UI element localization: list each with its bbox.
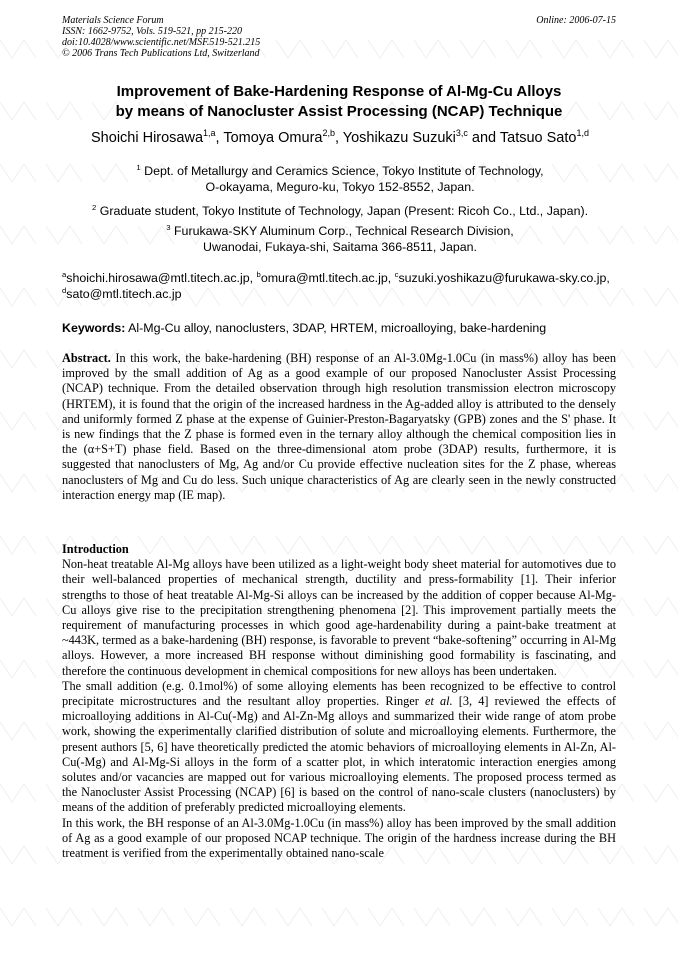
author-affil: 1,a — [203, 128, 216, 139]
affiliation-number: 1 — [136, 162, 141, 172]
paragraph-text: [3, 4] reviewed the effects of microalloying additions in Al-Cu(-Mg) and Al-Zn-Mg alloys and summarized their wide range of atom probe work, showing the experimentally clarified distribution of solute and microalloying elements. Furthermore, the present authors [5, 6] have theoretically predicted the atomic behaviors of microalloying elements in Al-Zn, Al-Cu(-Mg) and Al-Mg-Si alloys in the form of a scatter plot, in which interatomic interaction energies among solutes and/or vacancies are mapped out for various microalloying elements. The proposed process termed as the Nanocluster Assist Processing (NCAP) [6] is based on the control of nano-scale clusters (nanoclusters) by means of the addition of preferably predicted microalloying elements. — [62, 694, 616, 815]
affiliation-line: Dept. of Metallurgy and Ceramics Science, Tokyo Institute of Technology, — [144, 164, 544, 178]
journal-copyright: © 2006 Trans Tech Publications Ltd, Switzerland — [62, 48, 260, 59]
author-separator: , — [334, 130, 343, 146]
abstract-label: Abstract. — [62, 351, 111, 365]
journal-header — [62, 15, 616, 59]
affiliation-1 — [62, 163, 618, 195]
author-list — [62, 129, 618, 147]
author-name: Tatsuo Sato — [499, 130, 577, 146]
paragraph-italic: et al. — [424, 694, 453, 709]
email-address[interactable]: omura@mtl.titech.ac.jp, — [260, 271, 395, 285]
affiliation-line: Uwanodai, Fukaya-shi, Saitama 366-8511, Japan. — [203, 240, 477, 254]
affiliation-number: 3 — [166, 222, 171, 232]
email-label: d — [62, 285, 67, 295]
author-affil: 3,c — [455, 128, 468, 139]
affiliation-2 — [62, 203, 618, 219]
journal-doi: doi:10.4028/www.scientific.net/MSF.519-521.215 — [62, 37, 261, 48]
affiliation-3 — [62, 223, 618, 255]
keywords-text: Al-Mg-Cu alloy, nanoclusters, 3DAP, HRTEM, microalloying, bake-hardening — [125, 321, 547, 335]
paragraph: In this work, the BH response of an Al-3.0Mg-1.0Cu (in mass%) alloy has been improved by the small addition of Ag as a good example of our proposed NCAP technique. The origin of the hardness increase during the BH treatment is verified from the experimentally obtained nano-scale — [62, 815, 616, 861]
affiliation-line: Graduate student, Tokyo Institute of Technology, Japan (Present: Ricoh Co., Ltd., Japan). — [99, 204, 589, 218]
title-line-1: Improvement of Bake-Hardening Response of Al-Mg-Cu Alloys — [116, 83, 562, 100]
watermark-stroke — [0, 908, 678, 926]
email-label: b — [256, 269, 261, 279]
author-separator: , — [215, 130, 224, 146]
online-date: Online: 2006-07-15 — [536, 15, 616, 26]
author-emails — [62, 270, 618, 302]
paragraph — [62, 679, 616, 816]
email-label: c — [394, 269, 399, 279]
title-line-2: by means of Nanocluster Assist Processing (NCAP) Technique — [115, 103, 563, 120]
abstract — [62, 351, 616, 503]
author-name: Tomoya Omura — [223, 130, 323, 146]
journal-issn: ISSN: 1662-9752, Vols. 519-521, pp 215-220 — [62, 26, 242, 37]
author-affil: 2,b — [322, 128, 335, 139]
introduction-section — [62, 542, 616, 861]
paper-title — [40, 82, 638, 122]
author-name: Shoichi Hirosawa — [91, 130, 204, 146]
author-affil: 1,d — [576, 128, 589, 139]
affiliation-number: 2 — [91, 202, 97, 212]
paragraph: Non-heat treatable Al-Mg alloys have been utilized as a light-weight body sheet material for automotives due to their well-balanced properties of mechanical strength, ductility and press-formability [1]. Their inferior strengths to those of heat treatable Al-Mg-Si alloys can be increased by the addition of copper because Al-Mg-Cu alloys give rise to the precipitation strengthening phenomena [2]. This improvement partially meets the requirement of manufacturing processes in which good age-hardenability during a paint-bake treatment at ~443K, termed as a bake-hardening (BH) response, is favorable to prevent “bake-softening” occurring in Al-Mg alloys. However, a more increased BH response without diminishing good formability is fascinating, and therefore the continuous development in chemical compositions for new alloys has been undertaken. — [62, 557, 616, 678]
paragraph-text: The small addition (e.g. 0.1mol%) of some alloying elements has been recognized to be effective to control precipitate microstructures and the resultant alloy properties. Ringer — [62, 678, 616, 709]
journal-name: Materials Science Forum — [62, 15, 164, 26]
abstract-text: In this work, the bake-hardening (BH) response of an Al-3.0Mg-1.0Cu (in mass%) alloy has been improved by the small addition of Ag as a good example of our proposed Nanocluster Assist Processing (NCAP) technique. From the detailed observation through high resolution transmission electron microscopy (HRTEM), it is found that the origin of the increased hardness in the Ag-added alloy is attributed to the densely and uniformly formed Z phase at the expense of Guinier-Preston-Bagaryatsky (GPB) zones and the S' phase. It is new findings that the Z phase is formed even in the ternary alloy although the chemical composition lies in the (α+S+T) phase field. Based on the three-dimensional atom probe (3DAP) results, furthermore, it is suggested that nanoclusters of Mg, Ag and/or Cu provide effective nucleation sites for the Z phase, whereas nanoclusters of Mg and Cu do less. Such unique characteristics of Ag are clearly seen in the newly constructed interaction energy map (IE map). — [62, 351, 616, 502]
section-heading: Introduction — [62, 542, 129, 556]
author-separator: and — [467, 130, 500, 146]
keywords-label: Keywords: — [62, 321, 126, 335]
author-name: Yoshikazu Suzuki — [342, 130, 456, 146]
keywords — [62, 320, 618, 336]
email-label: a — [62, 269, 67, 279]
email-address[interactable]: shoichi.hirosawa@mtl.titech.ac.jp, — [66, 271, 257, 285]
affiliation-line: Furukawa-SKY Aluminum Corp., Technical Research Division, — [173, 224, 514, 238]
affiliation-line: O-okayama, Meguro-ku, Tokyo 152-8552, Japan. — [205, 180, 475, 194]
email-address[interactable]: suzuki.yoshikazu@furukawa-sky.co.jp, — [398, 271, 610, 285]
email-address[interactable]: sato@mtl.titech.ac.jp — [66, 287, 182, 301]
